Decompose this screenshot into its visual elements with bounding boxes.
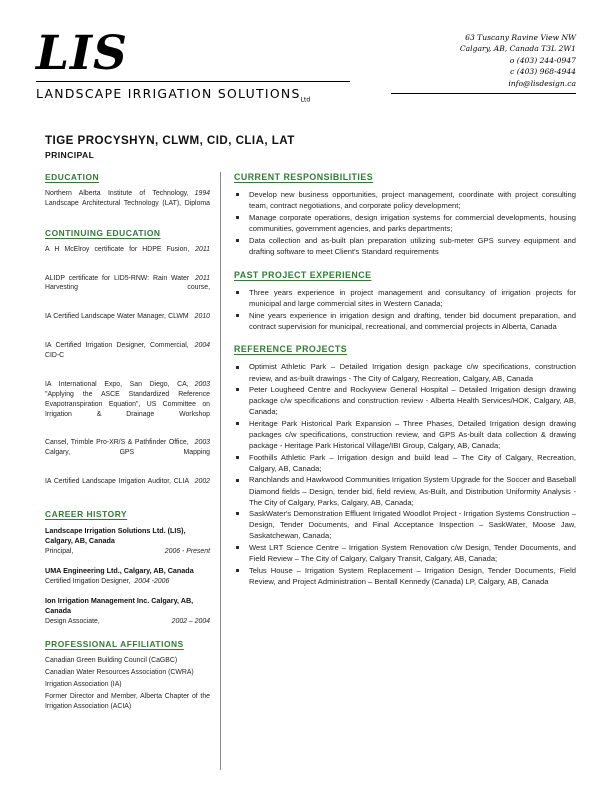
list-item: Telus House – Irrigation System Replacement – Irrigation Design, Tender Documents, Field Review, and Project Administration – Bentall Kennedy (Canada) LP, Calgary, AB, Canada [234, 565, 576, 587]
affiliation-item: Former Director and Member, Alberta Chapter of the Irrigation Association (ACIA) [45, 693, 210, 711]
list-item: Three years experience in project management and consultancy of irrigation projects for municipal and large commercial sites in Western Canada; [234, 287, 576, 310]
continuing-entry-year: 2003 [194, 380, 210, 388]
left-column [36, 172, 221, 770]
continuing-entry [45, 380, 210, 430]
masthead [36, 26, 576, 112]
continuing-entry-year: 2011 [195, 274, 210, 282]
education-entry-year: 1994 [194, 190, 210, 197]
continuing-entry-year: 2010 [194, 313, 210, 321]
list-item: SaskWater's Demonstration Effluent Irrigated Woodlot Project - Irrigation Systems Construction – Design, Tender Documents, and Final Acceptance Inspection – SaskWater, Moose Jaw, Saskatchewan, Canada; [234, 508, 576, 541]
continuing-entry-year: 2004 [194, 342, 210, 350]
person-role: PRINCIPAL [45, 150, 95, 160]
career-role: Certified Irrigation Designer, [45, 577, 131, 585]
section-heading-education: EDUCATION [45, 172, 100, 182]
career-item [45, 566, 210, 587]
past-experience-list [234, 287, 576, 333]
continuing-entry [45, 477, 210, 497]
career-role-row [45, 577, 210, 587]
career-dates: 2006 - Present [164, 547, 210, 555]
logo-tagline-text: LANDSCAPE IRRIGATION SOLUTIONS [36, 86, 301, 101]
contact-office-phone: o (403) 244-0947 [509, 55, 576, 65]
continuing-entry-text: Cansel, Trimble Pro-XR/S & Pathfinder Office, Calgary, GPS Mapping [45, 439, 210, 457]
logo-tagline [36, 86, 350, 103]
list-item: Ranchlands and Hawkwood Communities Irrigation System Upgrade for the Soccer and Baseball Diamond fields – Design, tender bid, field review, As-Built, and Distribution Uniformity Analysis - The City of Calgary, Parks, Calgary, AB, Canada; [234, 474, 576, 507]
contact-block [391, 26, 576, 94]
list-item: Data collection and as-built plan preparation utilizing sub-meter GPS survey equipment and drafting software to meet Client's Standard requirements [234, 235, 576, 258]
continuing-entry-year: 2011 [195, 245, 210, 253]
logo-tagline-suffix: Ltd [300, 96, 311, 104]
continuing-entry-text: IA Certified Landscape Water Manager, CLWM [45, 313, 189, 321]
continuing-entry-year: 2002 [194, 478, 210, 486]
section-heading-past-project-experience: PAST PROJECT EXPERIENCE [234, 269, 372, 280]
body-columns [36, 172, 576, 770]
career-role-row [45, 617, 210, 627]
continuing-entry-text: ALIDP certificate for LID5-RNW: Rain Water Harvesting course, [45, 274, 210, 292]
list-item: Peter Lougheed Centre and Rockyview General Hospital – Detailed Irrigation design drawing package c/w specifications and construction review - Alberta Health Services/HOK, Calgary, AB, Canada; [234, 384, 576, 417]
affiliation-item: Canadian Water Resources Association (CWRA) [45, 668, 194, 676]
continuing-entry [45, 274, 210, 304]
education-entry [45, 189, 210, 219]
responsibilities-list [234, 189, 576, 258]
list-item: Develop new business opportunities, project management, coordinate with project consulting team, contract negotiations, and corporate policy development; [234, 189, 576, 212]
continuing-entry [45, 245, 210, 265]
contact-email[interactable]: info@lisdesign.ca [508, 78, 576, 88]
section-heading-professional-affiliations: PROFESSIONAL AFFILIATIONS [45, 638, 184, 649]
company-logo [36, 26, 350, 103]
section-heading-current-responsibilities: CURRENT RESPONSIBILITIES [234, 172, 374, 182]
contact-cell-phone: c (403) 968-4944 [510, 67, 576, 77]
career-company: Ion Irrigation Management Inc. Calgary, AB, Canada [45, 595, 194, 615]
right-column [221, 172, 576, 770]
continuing-entry-text: IA International Expo, San Diego, CA, "Applying the ASCE Standardized Reference Evapotranspiration Equation", US Committee on Irrigation & Drainage Workshop [45, 380, 210, 418]
career-role: Design Associate, [45, 617, 100, 625]
contact-city: Calgary, AB, Canada T3L 2W1 [459, 44, 576, 54]
affiliation-item: Canadian Green Building Council (CaGBC) [45, 656, 178, 664]
section-heading-career-history: CAREER HISTORY [45, 508, 128, 519]
list-item: Foothills Athletic Park – Irrigation design and build lead – The City of Calgary, Recreation, Calgary, AB, Canada; [234, 452, 576, 474]
continuing-entry-text: A H McElroy certificate for HDPE Fusion, [45, 245, 190, 253]
continuing-entry-text: IA Certified Landscape Irrigation Auditor, CLIA [45, 478, 189, 486]
career-item [45, 596, 210, 627]
logo-divider-rule [36, 81, 350, 82]
career-dates: 2004 -2006 [134, 577, 170, 585]
contact-street: 63 Tuscany Ravine View NW [465, 33, 576, 42]
name-header [36, 134, 576, 161]
career-company: UMA Engineering Ltd., Calgary, AB, Canada [45, 565, 194, 575]
career-dates: 2002 – 2004 [171, 617, 210, 625]
career-role-row [45, 547, 210, 557]
list-item: Optimist Athletic Park – Detailed Irrigation design package c/w specifications, construction review, and as-built drawings - The City of Calgary, Recreation, Calgary, AB, Canada [234, 361, 576, 383]
affiliation-item: Irrigation Association (IA) [45, 681, 122, 689]
education-entry-text: Northern Alberta Institute of Technology, Landscape Architectural Technology (LAT), Diploma [45, 190, 210, 207]
career-role: Principal, [45, 547, 74, 555]
section-heading-continuing-education: CONTINUING EDUCATION [45, 227, 161, 238]
career-company: Landscape Irrigation Solutions Ltd. (LIS), Calgary, AB, Canada [45, 525, 186, 545]
list-item: Heritage Park Historical Park Expansion – Three Phases, Detailed Irrigation design drawing packages c/w specifications, construction review, and GPS As-built data collection & drawing package - Heritage Park Historical Village/IBI Group, Calgary, AB, Canada; [234, 418, 576, 451]
continuing-entry-year: 2003 [194, 439, 210, 447]
section-heading-reference-projects: REFERENCE PROJECTS [234, 344, 348, 355]
reference-projects-list [234, 361, 576, 586]
list-item: Manage corporate operations, design irrigation systems for commercial developments, housing communities, government agencies, and parks departments; [234, 212, 576, 235]
continuing-entry [45, 341, 210, 371]
career-item [45, 526, 210, 557]
list-item: Nine years experience in irrigation design and drafting, tender bid document preparation, and contract supervision for municipal, recreational, and commercial projects in Alberta, Canada [234, 310, 576, 333]
continuing-entry-text: IA Certified Irrigation Designer, Commercial, CID-C [45, 342, 189, 359]
logo-monogram: LIS [36, 26, 128, 81]
continuing-entry [45, 438, 210, 468]
page-title: TIGE PROCYSHYN, CLWM, CID, CLIA, LAT [45, 134, 295, 147]
continuing-entry [45, 312, 210, 332]
contact-divider-rule [391, 93, 576, 94]
list-item: West LRT Science Centre – Irrigation System Renovation c/w Design, Tender Documents, and Field Review – The City of Calgary, Calgary Transit, Calgary, AB, Canada; [234, 542, 576, 564]
